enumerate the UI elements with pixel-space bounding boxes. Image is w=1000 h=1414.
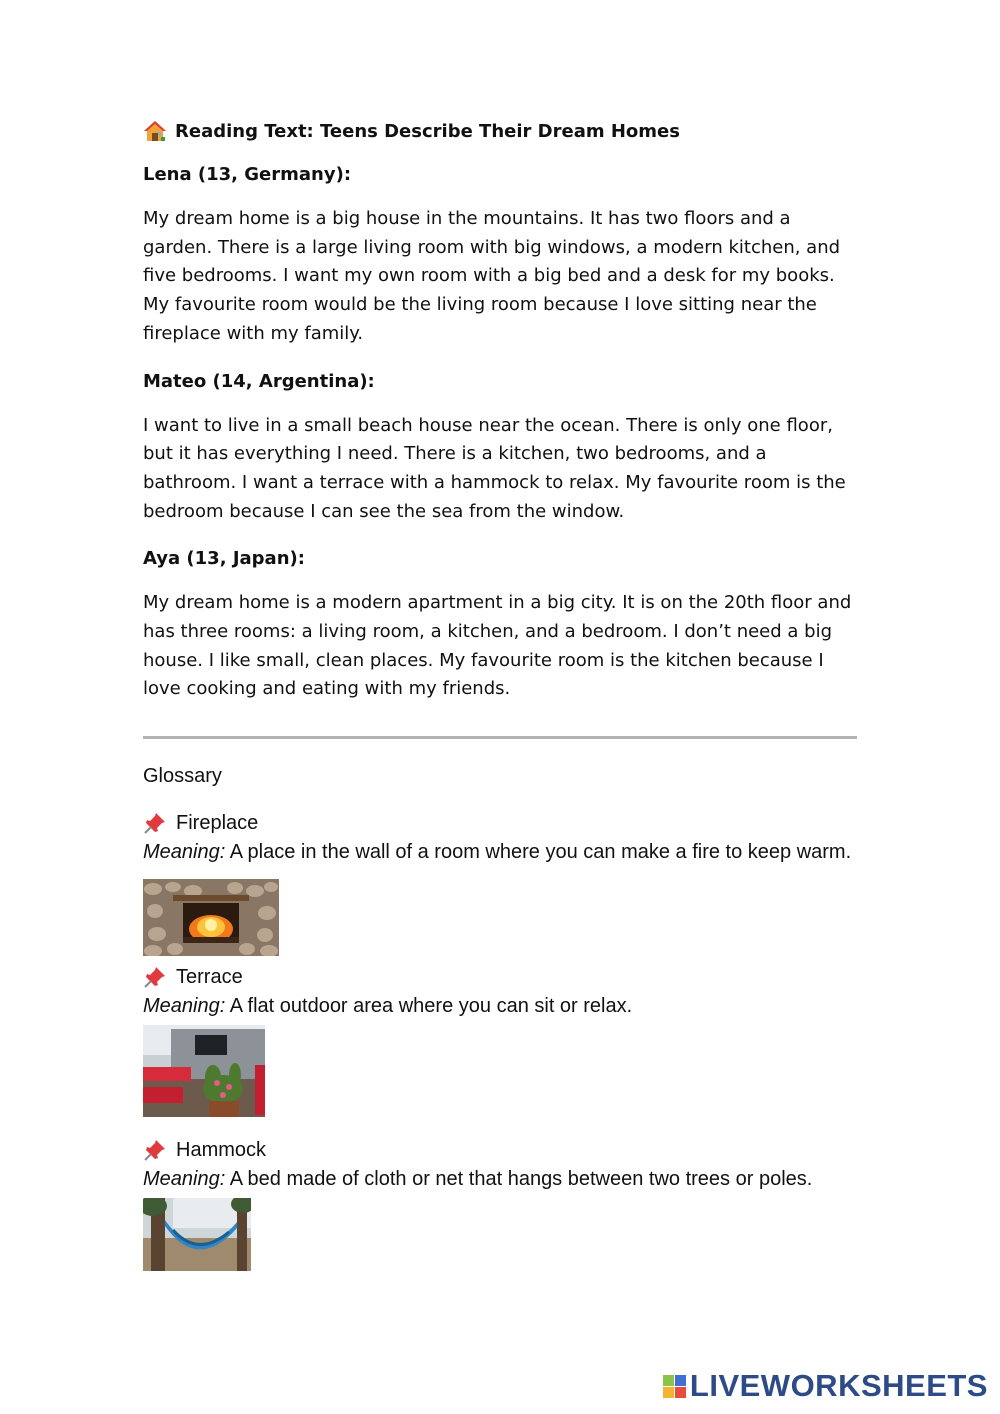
- glossary-definition: A flat outdoor area where you can sit or relax.: [229, 995, 633, 1018]
- speaker-text: My dream home is a big house in the mountains. It has two floors and a garden. There is a large living room with big windows, a modern kitchen, and five bedrooms. I want my own room with a big bed and a desk for my books. My favourite room would be the living room because I love sitting near the fireplace with my family.: [143, 208, 841, 344]
- reading-title: [143, 120, 857, 142]
- reading-section-mateo: [143, 371, 857, 527]
- logo-square: [675, 1387, 686, 1398]
- glossary-entry-terrace: [143, 964, 857, 1117]
- meaning-label: Meaning:: [143, 1168, 226, 1191]
- glossary-heading: Glossary: [143, 765, 222, 788]
- glossary-meaning: [143, 841, 857, 869]
- reading-title-text: Reading Text: Teens Describe Their Dream Homes: [175, 120, 680, 142]
- glossary-term: [143, 810, 857, 836]
- logo-square: [663, 1387, 674, 1398]
- glossary-term: [143, 964, 857, 990]
- meaning-label: Meaning:: [143, 995, 226, 1018]
- pushpin-icon: [143, 1138, 167, 1162]
- glossary-term-text: Terrace: [176, 965, 243, 988]
- logo-text: LIVEWORKSHEETS: [689, 1368, 988, 1403]
- glossary-definition: A bed made of cloth or net that hangs between two trees or poles.: [229, 1168, 813, 1191]
- meaning-label: Meaning:: [143, 841, 226, 864]
- pushpin-icon: [143, 965, 167, 989]
- glossary-meaning: [143, 1168, 857, 1196]
- glossary-entry-fireplace: [143, 810, 857, 956]
- liveworksheets-logo: [663, 1368, 988, 1404]
- speaker-name: Aya (13, Japan):: [143, 548, 305, 570]
- speaker-name: Lena (13, Germany):: [143, 164, 352, 185]
- fireplace-photo: [143, 879, 279, 956]
- pushpin-icon: [143, 811, 167, 835]
- speaker-text: I want to live in a small beach house near the ocean. There is only one floor, but it has everything I need. There is a kitchen, two bedrooms, and a bathroom. I want a terrace with a hammock to relax. My favourite room is the bedroom because I can see the sea from the window.: [143, 414, 846, 522]
- reading-section-lena: [143, 164, 857, 349]
- logo-square: [675, 1375, 686, 1386]
- glossary-definition: A place in the wall of a room where you can make a fire to keep warm.: [229, 841, 852, 864]
- reading-section-aya: [143, 548, 857, 704]
- house-icon: [143, 120, 167, 142]
- terrace-photo: [143, 1025, 265, 1117]
- hammock-photo: [143, 1198, 251, 1271]
- logo-mark-icon: [663, 1375, 686, 1398]
- glossary-term-text: Hammock: [176, 1138, 267, 1161]
- glossary-term: [143, 1137, 857, 1163]
- section-divider: [143, 736, 857, 739]
- worksheet-page: [143, 120, 857, 1271]
- speaker-name: Mateo (14, Argentina):: [143, 370, 375, 392]
- glossary-term-text: Fireplace: [176, 811, 259, 834]
- speaker-text: My dream home is a modern apartment in a big city. It is on the 20th floor and has three rooms: a living room, a kitchen, and a bedroom. I don’t need a big house. I like small, clean places. My favourite room is the kitchen because I love cooking and eating with my friends.: [143, 592, 852, 700]
- glossary-entry-hammock: [143, 1137, 857, 1271]
- logo-square: [663, 1375, 674, 1386]
- glossary-meaning: [143, 995, 857, 1023]
